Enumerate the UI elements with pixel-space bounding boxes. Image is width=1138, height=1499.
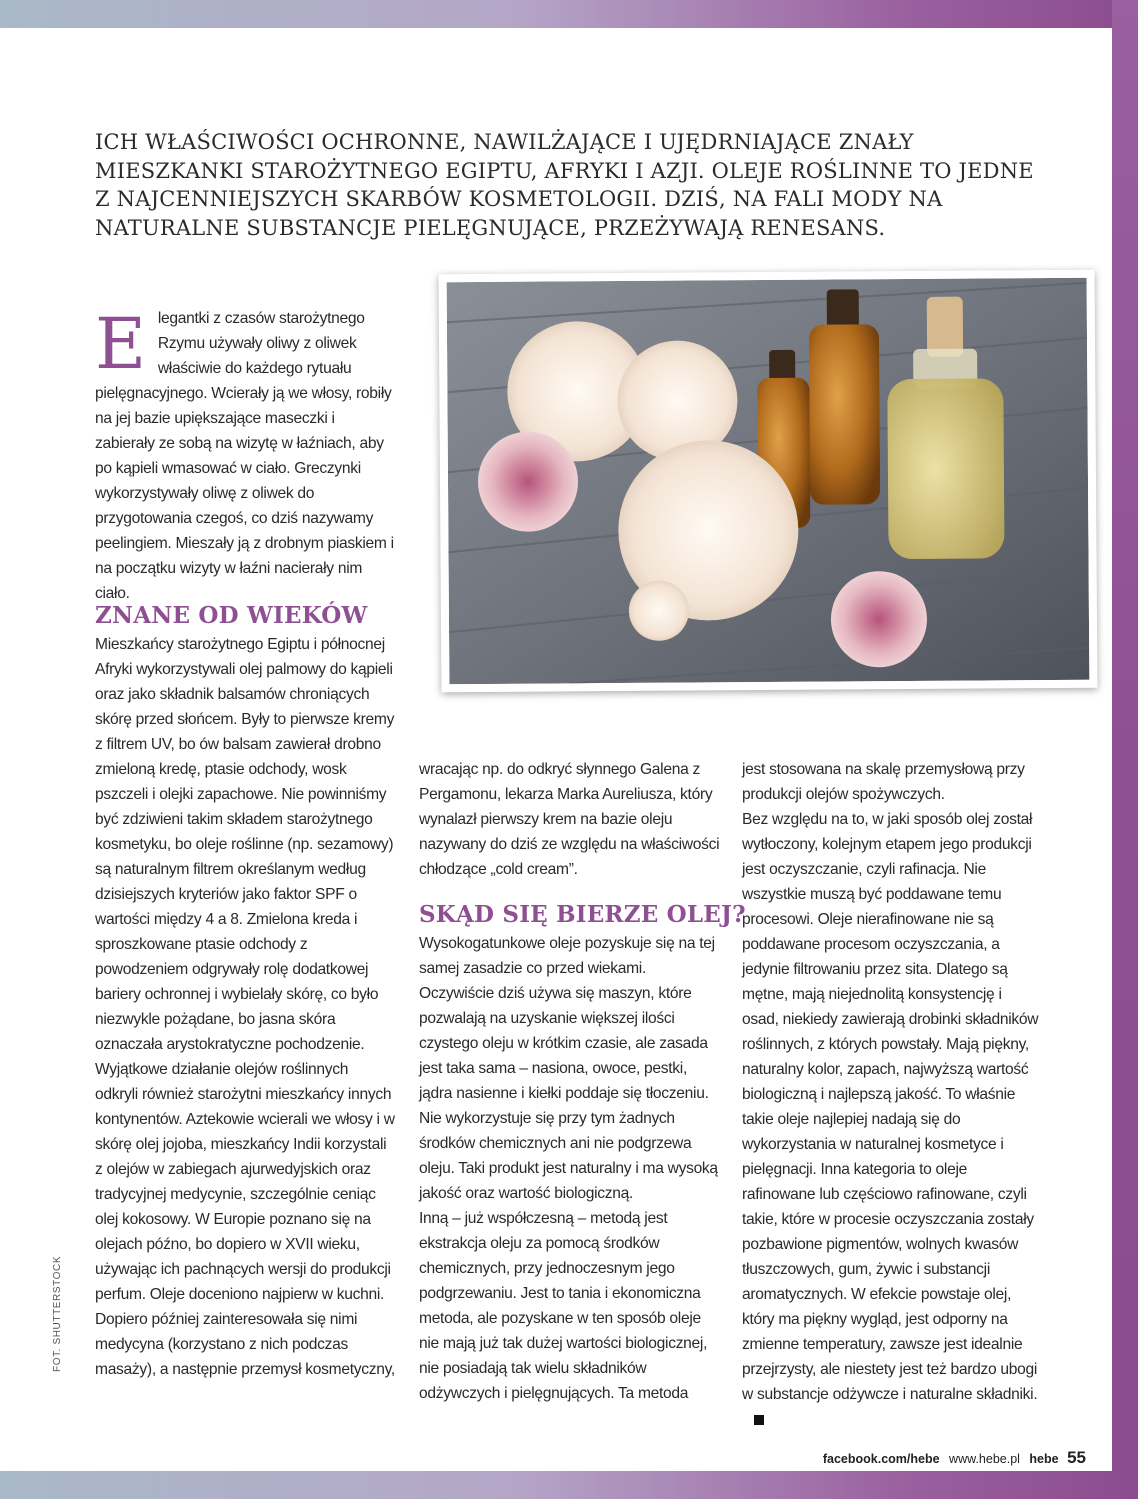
column-three (742, 757, 1042, 1432)
article-photo (439, 270, 1098, 693)
lead-paragraph: ICH WŁAŚCIWOŚCI OCHRONNE, NAWILŻAJĄCE I UJĘDRNIAJĄCE ZNAŁY MIESZKANKI STAROŻYTNEGO EGIPTU, AFRYKI I AZJI. OLEJE ROŚLINNE TO JEDNE Z NAJCENNIEJSZYCH SKARBÓW KOSMETOLOGII. DZIŚ, NA FALI MODY NA NATURALNE SUBSTANCJE PIELĘGNUJĄCE, PRZEŻYWAJĄ RENESANS. (95, 130, 1034, 240)
section2-col3b: Bez względu na to, w jaki sposób olej został wytłoczony, kolejnym etapem jego produkcji jest oczyszczanie, czyli rafinacja. Nie wszystkie muszą być poddawane temu procesowi. Oleje nierafinowane nie są poddawane procesom oczyszczania, a jedynie filtrowaniu przez sita. Dlatego są mętne, mają niejednolitą konsystencję i osad, niekiedy zawierają drobinki składników roślinnych, z których powstały. Mają piękny, naturalny kolor, zapach, najwyższą wartość biologiczną i najlepszą jakość. To właśnie takie oleje najlepiej nadają się do wykorzystania w naturalnej kosmetyce i pielęgnacji. Inna kategoria to oleje rafinowane lub częściowo rafinowane, czyli takie, które w procesie oczyszczania zostały pozbawione pigmentów, wolnych kwasów tłuszczowych, gum, żywic i substancji aromatycznych. W efekcie powstaje olej, który ma piękny wygląd, jest odporny na zmienne temperatury, zawsze jest idealnie przejrzysty, ale niestety jest też bardzo ubogi w substancje odżywcze i naturalne składniki. (742, 811, 1039, 1403)
drop-cap: E (95, 303, 146, 385)
section1-column (95, 632, 395, 1382)
top-gradient-band (0, 0, 1138, 28)
section2-text2: Inną – już współczesną – metodą jest ekstrakcja oleju za pomocą środków chemicznych, przy jednoczesnym jego podgrzewaniu. Jest to tania i ekonomiczna metoda, ale pozyskane w ten sposób oleje nie mają już tak dużej wartości biologicznej, nie posiadają tak wielu składników odżywczych i pielęgnujących. Ta metoda (419, 1210, 708, 1402)
section2-col3: jest stosowana na skalę przemysłową przy produkcji olejów spożywczych. (742, 761, 1025, 803)
intro-text: legantki z czasów starożytnego Rzymu używały oliwy z oliwek właściwie do każdego rytuału pielęgnacyjnego. Wcierały ją we włosy, robiły na jej bazie upiększające maseczki i zabierały ze sobą na wizytę w łaźniach, aby po kąpieli wmasować w ciało. Greczynki wykorzystywały oliwę z oliwek do przygotowania czegoś, co dziś nazywamy peelingiem. Mieszały ją z drobnym piaskiem i na początku wizyty w łaźni nacierały nim ciało. (95, 310, 394, 602)
section2-column (419, 931, 721, 1406)
section2-text: Wysokogatunkowe oleje pozyskuje się na tej samej zasadzie co przed wiekami. Oczywiście dziś używa się maszyn, które pozwalają na uzyskanie większej ilości czystego oleju w krótkim czasie, ale zasada jest taka sama – nasiona, owoce, pestki, jądra nasienne i kiełki poddaje się tłoczeniu. Nie wykorzystuje się przy tym żadnych środków chemicznych ani nie podgrzewa oleju. Taki produkt jest naturalny i ma wysoką jakość oraz wartość biologiczną. (419, 935, 718, 1202)
section1-text: Mieszkańcy starożytnego Egiptu i północnej Afryki wykorzystywali olej palmowy do kąpieli oraz jako składnik balsamów chroniących skórę przed słońcem. Były to pierwsze kremy z filtrem UV, bo ów balsam zawierał drobno zmieloną kredę, ptasie odchody, wosk pszczeli i olejki zapachowe. Nie powinniśmy być zdziwieni takim składem starożytnego kosmetyku, bo oleje roślinne (np. sezamowy) są naturalnym filtrem określanym według dzisiejszych kryteriów jako faktor SPF o wartości między 4 a 8. Zmielona kreda i sproszkowane ptasie odchody z powodzeniem odgrywały rolę dodatkowej bariery ochronnej i wybielały skórę, co było niezwykle pożądane, bo jasna skóra oznaczała arystokratyczne pochodzenie. Wyjątkowe działanie olejów roślinnych odkryli również starożytni mieszkańcy innych kontynentów. Aztekowie wcierali we włosy i w skórę olej jojoba, mieszkańcy Indii korzystali z olejów w zabiegach ajurwedyjskich oraz tradycyjnej medycynie, szczególnie ceniąc olej kokosowy. W Europie poznano się na olejach późno, bo dopiero w XVII wieku, używając ich pachnących wersji do produkcji perfum. Oleje doceniono najpierw w kuchni. Dopiero później zainteresowała się nimi medycyna (korzystano z nich podczas masaży), a następnie przemysł kosmetyczny, (95, 636, 395, 1378)
page-number: 55 (1067, 1448, 1086, 1467)
page-footer (823, 1448, 1086, 1468)
right-gradient-band (1112, 0, 1138, 1499)
footer-website: www.hebe.pl (949, 1452, 1020, 1466)
footer-brand: hebe (1029, 1452, 1059, 1466)
photo-credit: FOT. SHUTTERSTOCK (52, 1255, 63, 1372)
section-heading-known: ZNANE OD WIEKÓW (95, 602, 368, 629)
roses-and-oil-bottles-illustration (447, 278, 1090, 684)
intro-column (95, 303, 395, 606)
section-heading-source: SKĄD SIĘ BIERZE OLEJ? (419, 901, 746, 928)
bottom-gradient-band (0, 1471, 1138, 1499)
section1-continuation: wracając np. do odkryć słynnego Galena z Pergamonu, lekarza Marka Aureliusza, który wynalazł pierwszy krem na bazie oleju nazywany do dziś ze względu na właściwości chłodzące „cold cream”. (419, 761, 720, 878)
column-two-top (419, 757, 721, 882)
end-of-article-mark (754, 1415, 764, 1425)
footer-facebook: facebook.com/hebe (822, 1452, 940, 1466)
